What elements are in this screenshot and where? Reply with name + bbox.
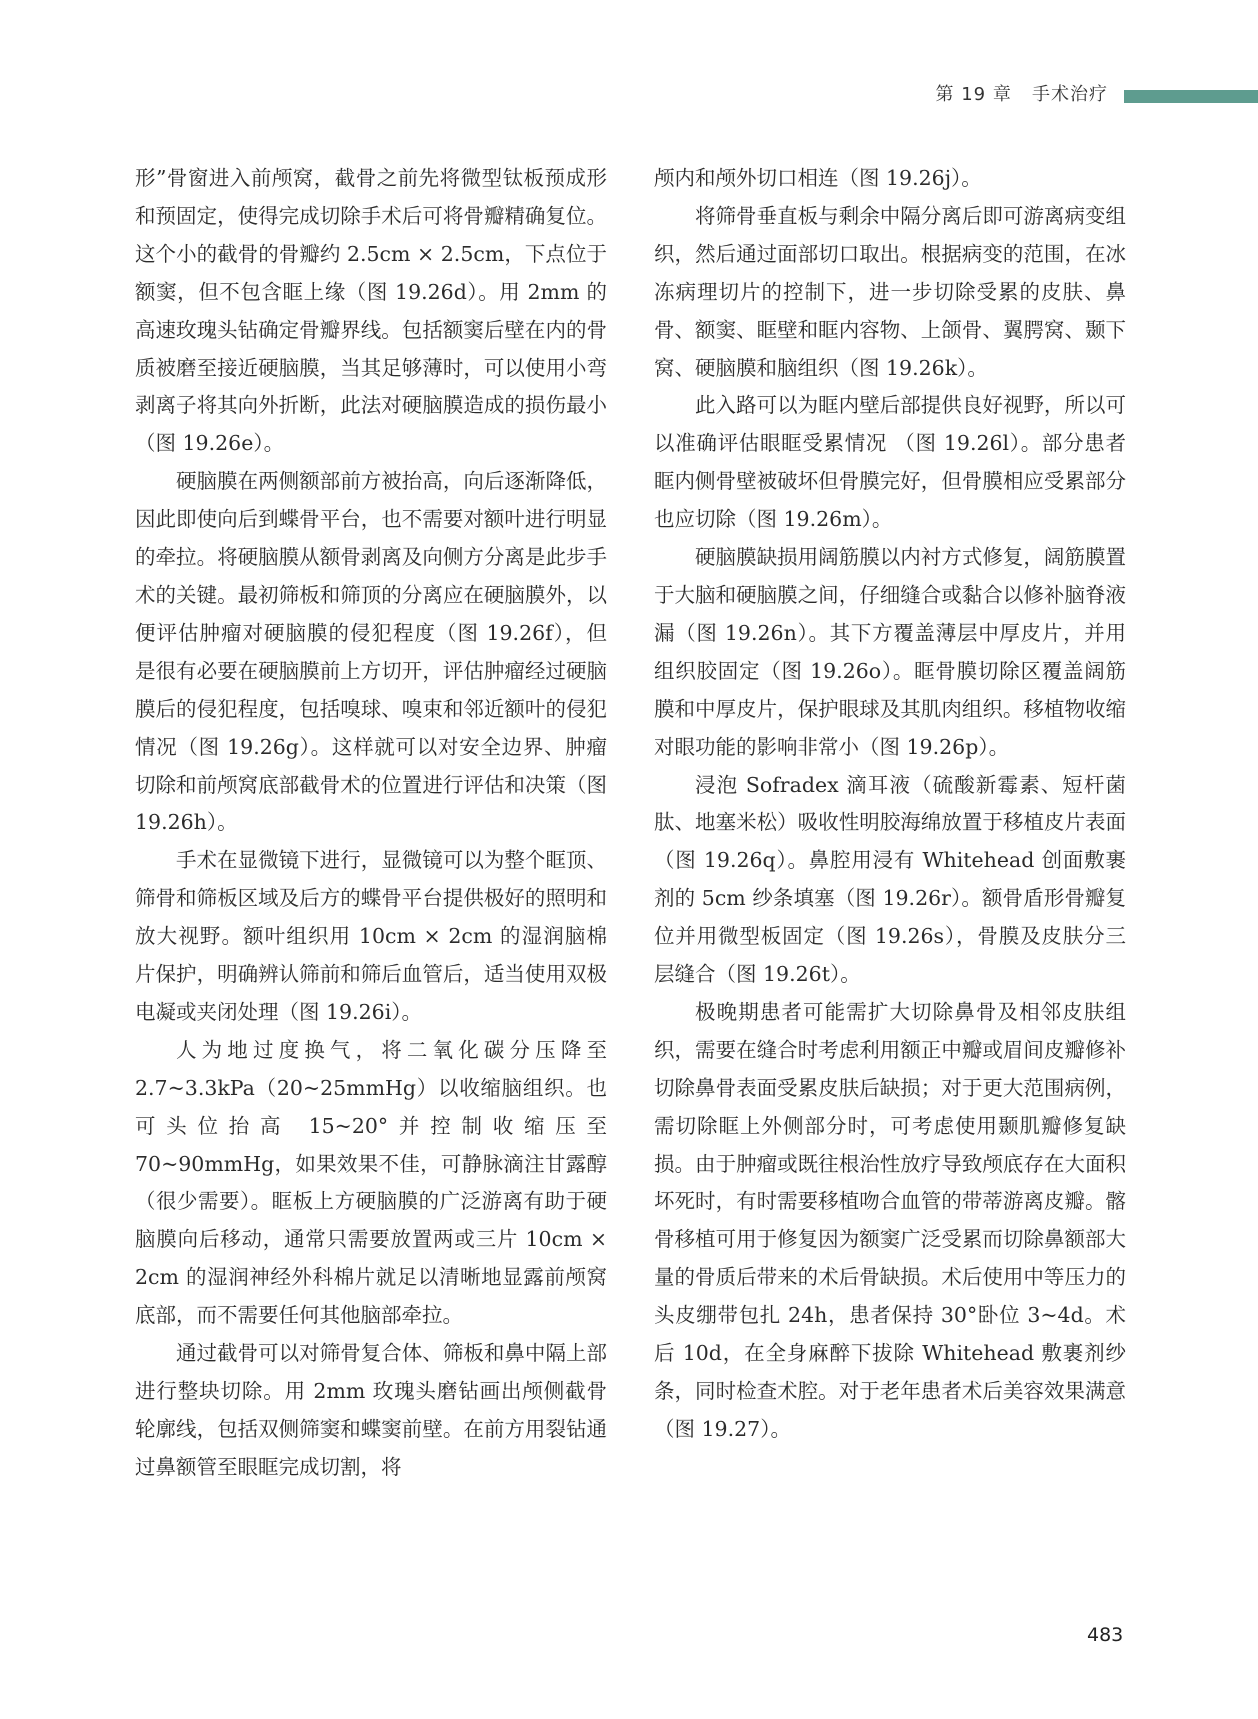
paragraph: 形”骨窗进入前颅窝，截骨之前先将微型钛板预成形和预固定，使得完成切除手术后可将骨瓣精确复位。这个小的截骨的骨瓣约 2.5cm × 2.5cm，下点位于额窦，但不包含眶上缘（图 19.26d）。用 2mm 的高速玫瑰头钻确定骨瓣界线。包括额窦后壁在内的骨质被磨至接近硬脑膜，当其足够薄时，可以使用小弯剥离子将其向外折断，此法对硬脑膜造成的损伤最小（图 19.26e）。 [135, 166, 607, 456]
paragraph: 硬脑膜在两侧额部前方被抬高，向后逐渐降低，因此即使向后到蝶骨平台，也不需要对额叶进行明显的牵拉。将硬脑膜从额骨剥离及向侧方分离是此步手术的关键。最初筛板和筛顶的分离应在硬脑膜外，以便评估肿瘤对硬脑膜的侵犯程度（图 19.26f），但是很有必要在硬脑膜前上方切开，评估肿瘤经过硬脑膜后的侵犯程度，包括嗅球、嗅束和邻近额叶的侵犯情况（图 19.26g）。这样就可以对安全边界、肿瘤切除和前颅窝底部截骨术的位置进行评估和决策（图 19.26h）。 [135, 469, 607, 835]
chapter-number: 第 19 章 [935, 84, 1012, 105]
paragraph: 颅内和颅外切口相连（图 19.26j）。 [654, 166, 982, 190]
right-column [654, 160, 1126, 1449]
paragraph: 将筛骨垂直板与剩余中隔分离后即可游离病变组织，然后通过面部切口取出。根据病变的范围，在冰冻病理切片的控制下，进一步切除受累的皮肤、鼻骨、额窦、眶壁和眶内容物、上颌骨、翼腭窝、颞下窝、硬脑膜和脑组织（图 19.26k）。 [654, 203, 1126, 380]
paragraph: 手术在显微镜下进行，显微镜可以为整个眶顶、筛骨和筛板区域及后方的蝶骨平台提供极好的照明和放大视野。额叶组织用 10cm × 2cm 的湿润脑棉片保护，明确辨认筛前和筛后血管后，适当使用双极电凝或夹闭处理（图 19.26i）。 [135, 848, 607, 1024]
page-number: 483 [1087, 1624, 1124, 1646]
header-accent-bar [1124, 90, 1258, 103]
paragraph: 浸泡 Sofradex 滴耳液（硫酸新霉素、短杆菌肽、地塞米松）吸收性明胶海绵放置于移植皮片表面（图 19.26q）。鼻腔用浸有 Whitehead 创面敷裹剂的 5cm 纱条填塞（图 19.26r）。额骨盾形骨瓣复位并用微型板固定（图 19.26s），骨膜及皮肤分三层缝合（图 19.26t）。 [654, 772, 1126, 987]
running-header [0, 82, 1258, 110]
chapter-heading [935, 82, 1108, 108]
paragraph: 此入路可以为眶内壁后部提供良好视野，所以可以准确评估眼眶受累情况 （图 19.26l）。部分患者眶内侧骨壁被破坏但骨膜完好，但骨膜相应受累部分也应切除（图 19.26m）。 [654, 393, 1126, 532]
chapter-title: 手术治疗 [1032, 84, 1108, 105]
left-column [135, 160, 607, 1487]
paragraph: 硬脑膜缺损用阔筋膜以内衬方式修复，阔筋膜置于大脑和硬脑膜之间，仔细缝合或黏合以修补脑脊液漏（图 19.26n）。其下方覆盖薄层中厚皮片，并用组织胶固定（图 19.26o）。眶骨膜切除区覆盖阔筋膜和中厚皮片，保护眼球及其肌肉组织。移植物收缩对眼功能的影响非常小（图 19.26p）。 [654, 545, 1126, 759]
paragraph: 通过截骨可以对筛骨复合体、筛板和鼻中隔上部进行整块切除。用 2mm 玫瑰头磨钻画出颅侧截骨轮廓线，包括双侧筛窦和蝶窦前壁。在前方用裂钻通过鼻额管至眼眶完成切割，将 [135, 1341, 607, 1479]
paragraph: 极晚期患者可能需扩大切除鼻骨及相邻皮肤组织，需要在缝合时考虑利用额正中瓣或眉间皮瓣修补切除鼻骨表面受累皮肤后缺损；对于更大范围病例，需切除眶上外侧部分时，可考虑使用颞肌瓣修复缺损。由于肿瘤或既往根治性放疗导致颅底存在大面积坏死时，有时需要移植吻合血管的带蒂游离皮瓣。髂骨移植可用于修复因为额窦广泛受累而切除鼻额部大量的骨质后带来的术后骨缺损。术后使用中等压力的头皮绷带包扎 24h，患者保持 30°卧位 3~4d。术后 10d，在全身麻醉下拔除 Whitehead 敷裹剂纱条，同时检查术腔。对于老年患者术后美容效果满意（图 19.27）。 [654, 999, 1126, 1441]
paragraph: 人为地过度换气，将二氧化碳分压降至 2.7~3.3kPa（20~25mmHg）以收缩脑组织。也可头位抬高 15~20°并控制收缩压至 70~90mmHg，如果效果不佳，可静脉滴注甘露醇（很少需要）。眶板上方硬脑膜的广泛游离有助于硬脑膜向后移动，通常只需要放置两或三片 10cm × 2cm 的湿润神经外科棉片就足以清晰地显露前颅窝底部，而不需要任何其他脑部牵拉。 [135, 1037, 607, 1328]
